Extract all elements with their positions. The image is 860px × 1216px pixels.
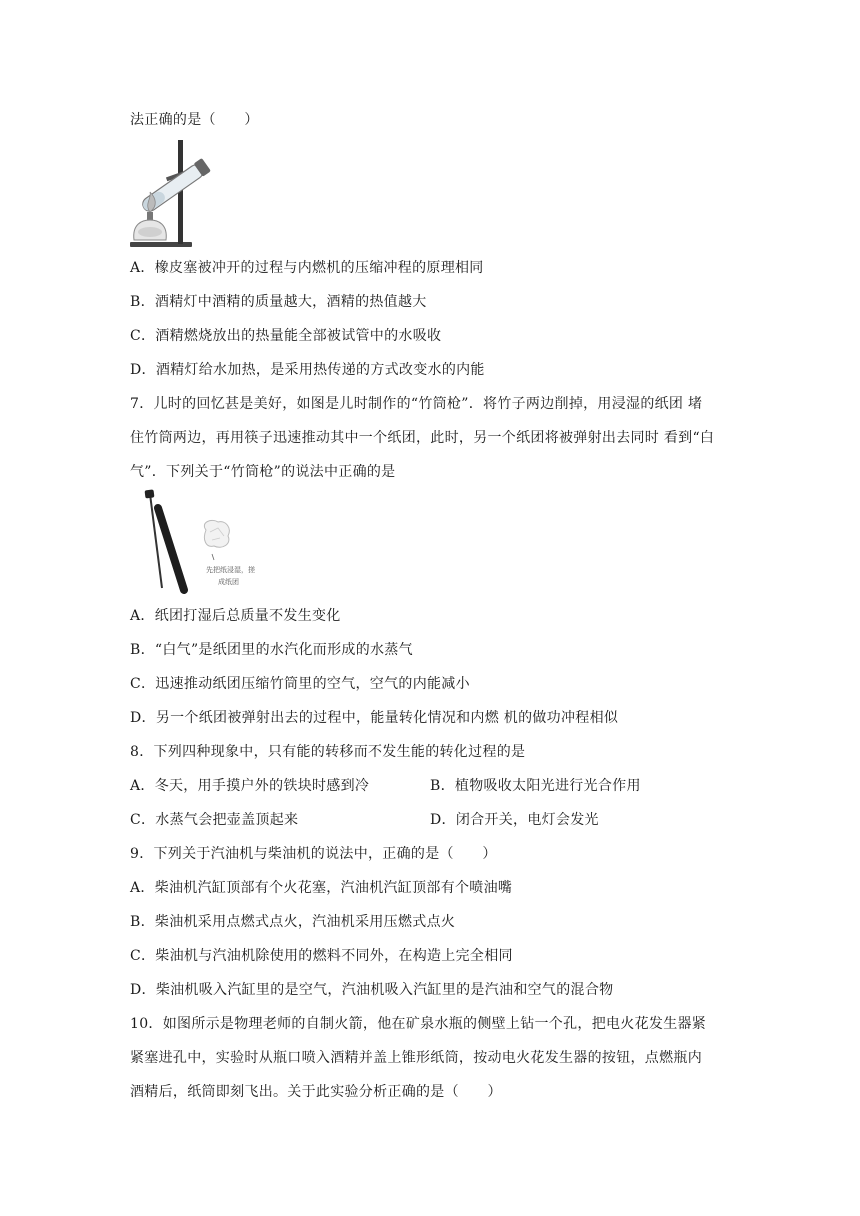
q7-option-b: B．“白气”是纸团里的水汽化而形成的水蒸气 [130, 642, 413, 658]
q7-option-c: C．迅速推动纸团压缩竹筒里的空气，空气的内能减小 [130, 676, 470, 692]
q8-option-a: A．冬天，用手摸户外的铁块时感到冷 [130, 778, 370, 794]
q7-figure-caption-1: 先把纸浸湿，搓 [206, 566, 255, 574]
q7-stem-line-2: 住竹筒两边，再用筷子迅速推动其中一个纸团，此时，另一个纸团将被弹射出去同时 看到“白 [130, 430, 715, 446]
q10-stem-line-1: 10．如图所示是物理老师的自制火箭，他在矿泉水瓶的侧壁上钻一个孔，把电火花发生器紧 [130, 1016, 707, 1032]
q7-stem-line-3: 气”．下列关于“竹筒枪”的说法中正确的是 [130, 464, 396, 480]
q9-option-c: C．柴油机与汽油机除使用的燃料不同外，在构造上完全相同 [130, 948, 513, 964]
q7-option-a: A．纸团打湿后总质量不发生变化 [130, 608, 341, 624]
q6-option-b: B．酒精灯中酒精的质量越大，酒精的热值越大 [130, 294, 427, 310]
q9-option-a: A．柴油机汽缸顶部有个火花塞，汽油机汽缸顶部有个喷油嘴 [130, 880, 513, 896]
q6-option-c: C．酒精燃烧放出的热量能全部被试管中的水吸收 [130, 328, 442, 344]
q6-stem-tail: 法正确的是（ ） [130, 112, 259, 128]
q8-option-c: C．水蒸气会把壶盖顶起来 [130, 812, 299, 828]
q9-stem: 9．下列关于汽油机与柴油机的说法中，正确的是（ ） [130, 846, 497, 862]
q7-stem-line-1: 7．儿时的回忆甚是美好，如图是儿时制作的“竹筒枪”．将竹子两边削掉，用浸湿的纸团 堵 [130, 396, 703, 412]
q6-option-d: D．酒精灯给水加热，是采用热传递的方式改变水的内能 [130, 362, 485, 378]
q6-option-a: A．橡皮塞被冲开的过程与内燃机的压缩冲程的原理相同 [130, 260, 484, 276]
q7-option-d: D．另一个纸团被弹射出去的过程中，能量转化情况和内燃 机的做功冲程相似 [130, 710, 619, 726]
q7-figure-caption-2: 成纸团 [218, 578, 239, 586]
q8-option-b: B．植物吸收太阳光进行光合作用 [430, 778, 641, 794]
q8-stem: 8．下列四种现象中，只有能的转移而不发生能的转化过程的是 [130, 744, 526, 760]
bamboo-gun-figure [140, 488, 260, 594]
q10-stem-line-3: 酒精后，纸筒即刻飞出。关于此实验分析正确的是（ ） [130, 1084, 502, 1100]
q8-option-d: D．闭合开关，电灯会发光 [430, 812, 599, 828]
q9-option-d: D．柴油机吸入汽缸里的是空气，汽油机吸入汽缸里的是汽油和空气的混合物 [130, 982, 614, 998]
test-tube-heating-figure [126, 136, 226, 250]
q10-stem-line-2: 紧塞进孔中，实验时从瓶口喷入酒精并盖上锥形纸筒，按动电火花发生器的按钮，点燃瓶内 [130, 1050, 702, 1066]
q9-option-b: B．柴油机采用点燃式点火，汽油机采用压燃式点火 [130, 914, 456, 930]
